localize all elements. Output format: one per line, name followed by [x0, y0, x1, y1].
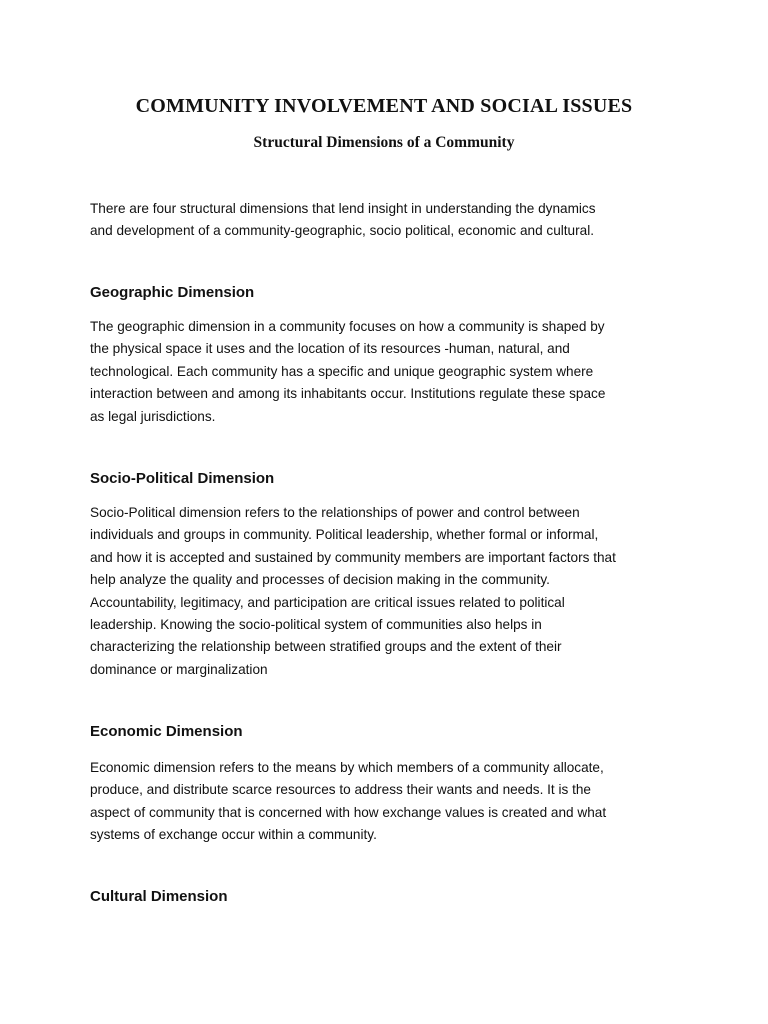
paragraph-line: aspect of community that is concerned with how exchange values is created and what: [90, 804, 607, 820]
paragraph-line: leadership. Knowing the socio-political system of communities also helps in: [90, 617, 542, 633]
paragraph-line: dominance or marginalization: [90, 661, 268, 677]
document-title: COMMUNITY INVOLVEMENT AND SOCIAL ISSUES: [135, 95, 633, 117]
intro-paragraph: [90, 198, 690, 243]
section-paragraph-socio-political: [90, 502, 690, 681]
paragraph-line: Economic dimension refers to the means by which members of a community allocate,: [90, 760, 604, 775]
paragraph-line: and how it is accepted and sustained by community members are important factors that: [90, 549, 616, 565]
paragraph-line: individuals and groups in community. Political leadership, whether formal or informal,: [90, 527, 599, 543]
section-paragraph-economic: [90, 757, 690, 847]
paragraph-line: and development of a community-geographic, socio political, economic and cultural.: [90, 223, 594, 239]
paragraph-line: The geographic dimension in a community focuses on how a community is shaped by: [90, 319, 605, 334]
paragraph-line: interaction between and among its inhabitants occur. Institutions regulate these space: [90, 386, 606, 402]
paragraph-line: There are four structural dimensions that lend insight in understanding the dynamics: [90, 201, 596, 216]
document-subtitle: Structural Dimensions of a Community: [253, 134, 515, 151]
section-heading-geographic: Geographic Dimension: [90, 284, 255, 301]
section-heading-cultural: Cultural Dimension: [90, 888, 228, 905]
paragraph-line: Socio-Political dimension refers to the relationships of power and control between: [90, 505, 580, 520]
paragraph-line: Accountability, legitimacy, and participation are critical issues related to political: [90, 594, 565, 610]
paragraph-line: technological. Each community has a specific and unique geographic system where: [90, 363, 594, 379]
section-heading-economic: Economic Dimension: [90, 723, 243, 740]
paragraph-line: as legal jurisdictions.: [90, 408, 216, 424]
paragraph-line: produce, and distribute scarce resources to address their wants and needs. It is the: [90, 782, 591, 798]
section-heading-socio-political: Socio-Political Dimension: [90, 470, 275, 487]
paragraph-line: help analyze the quality and processes of decision making in the community.: [90, 572, 550, 588]
paragraph-line: systems of exchange occur within a community.: [90, 827, 377, 843]
paragraph-line: the physical space it uses and the location of its resources -human, natural, and: [90, 341, 570, 357]
paragraph-line: characterizing the relationship between stratified groups and the extent of their: [90, 639, 562, 655]
section-paragraph-geographic: [90, 316, 690, 428]
